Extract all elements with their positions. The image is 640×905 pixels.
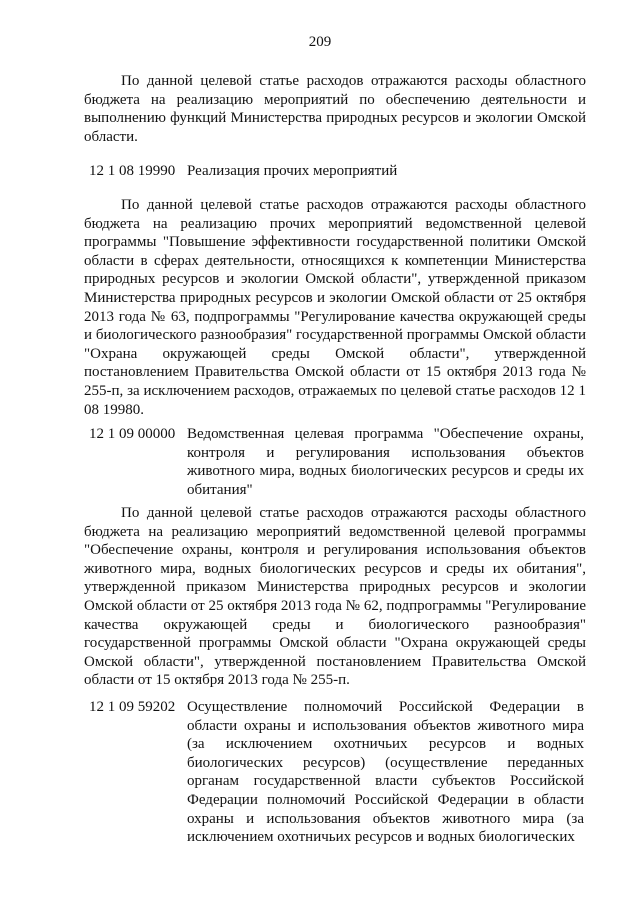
paragraph-wildlife-program: По данной целевой статье расходов отражаются расходы областного бюджета на реализацию мероприятий ведомственной целевой программы "Обеспечение охраны, контроля и регулирования использования объектов животного мира, водных биологических ресурсов и среды их обитания", утвержденной приказом Министерства природных ресурсов и экологии Омской области от 25 октября 2013 года № 62, подпрограммы "Регулирование качества окружающей среды и биологического разнообразия" государственной программы Омской области "Охрана окружающей среды Омской области", утвержденной постановлением Правительства Омской области от 15 октября 2013 года № 255-п. — [84, 505, 586, 689]
page-number: 209 — [308, 34, 332, 50]
paragraph-ministry-functions: По данной целевой статье расходов отражаются расходы областного бюджета на реализацию мероприятий по обеспечению деятельности и выполнению функций Министерства природных ресурсов и экологии Омской области. — [84, 73, 586, 145]
paragraph-other-activities: По данной целевой статье расходов отражаются расходы областного бюджета на реализацию прочих мероприятий ведомственной целевой программы "Повышение эффективности государственной политики Омской области в сферах деятельности, относящихся к компетенции Министерства природных ресурсов и экологии Омской области", утвержденной приказом Министерства природных ресурсов и экологии Омской области от 25 октября 2013 года № 63, подпрограммы "Регулирование качества окружающей среды и биологического разнообразия" государственной программы Омской области "Охрана окружающей среды Омской области", утвержденной постановлением Правительства Омской области от 15 октября 2013 года № 255-п, за исключением расходов, отражаемых по целевой статье расходов 12 1 08 19980. — [84, 197, 586, 418]
budget-code-12109000000: 12 1 09 00000 — [89, 426, 176, 442]
budget-code-12109592020: 12 1 09 59202 — [89, 699, 176, 715]
section-title-wildlife-program: Ведомственная целевая программа "Обеспечение охраны, контроля и регулирования использования объектов животного мира, водных биологических ресурсов и среды их обитания" — [187, 426, 584, 498]
budget-code-12108199990: 12 1 08 19990 — [89, 163, 176, 179]
section-title-federal-powers: Осуществление полномочий Российской Федерации в области охраны и использования объектов животного мира (за исключением охотничьих ресурсов и водных биологических ресурсов) (осуществление переданных органам государственной власти субъектов Российской Федерации полномочий Российской Федерации в области охраны и использования объектов животного мира (за исключением охотничьих ресурсов и водных биологических — [187, 699, 584, 846]
section-title-other-activities: Реализация прочих мероприятий — [187, 163, 398, 179]
